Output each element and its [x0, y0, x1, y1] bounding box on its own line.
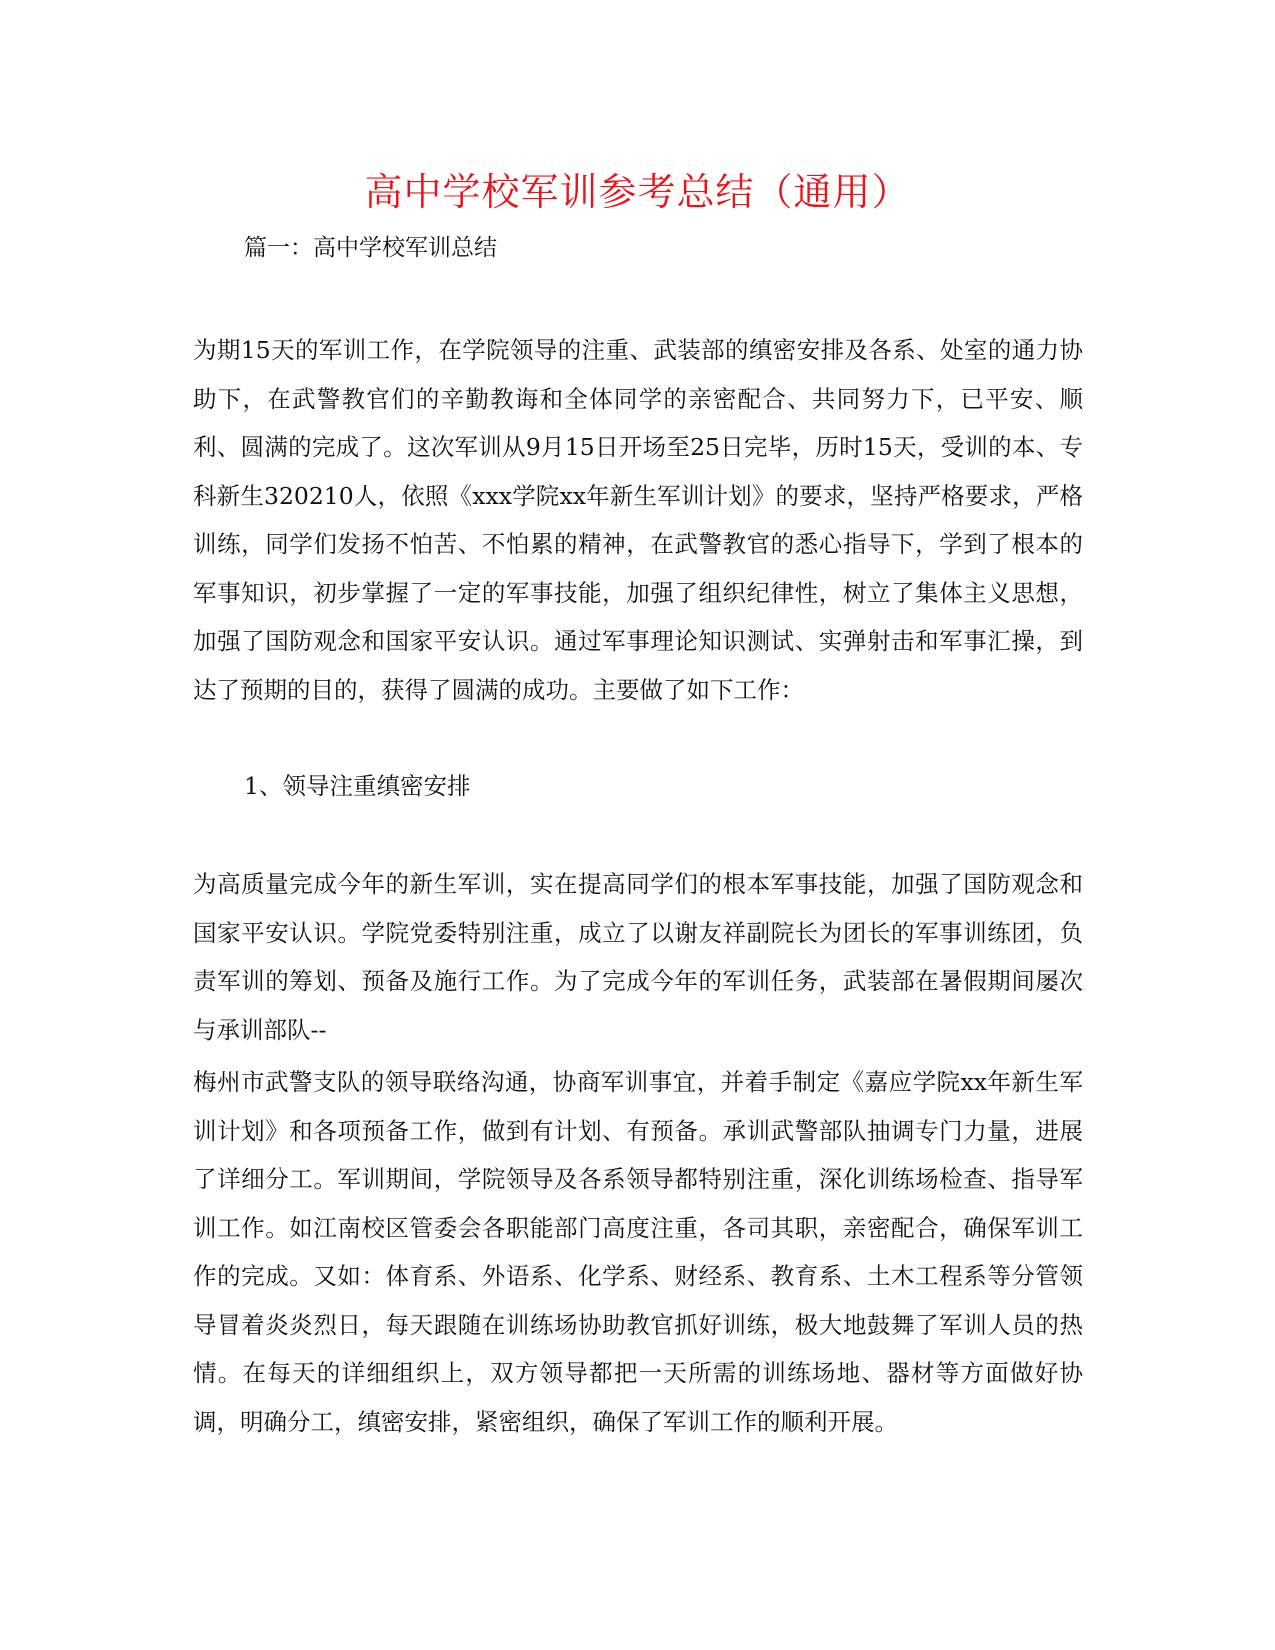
body-paragraph-1: 为期15天的军训工作，在学院领导的注重、武装部的缜密安排及各系、处室的通力协助下，在武警教官们的辛勤教诲和全体同学的亲密配合、共同努力下，已平安、顺利、圆满的完成了。这次军训从9月15日开场至25日完毕，历时15天，受训的本、专科新生320210人，依照《xxx学院xx年新生军训计划》的要求，坚持严格要求，严格训练，同学们发扬不怕苦、不怕累的精神，在武警教官的悉心指导下，学到了根本的军事知识，初步掌握了一定的军事技能，加强了组织纪律性，树立了集体主义思想，加强了国防观念和国家平安认识。通过军事理论知识测试、实弹射击和军事汇操，到达了预期的目的，获得了圆满的成功。主要做了如下工作：	[193, 336, 1083, 704]
body-paragraph-3: 梅州市武警支队的领导联络沟通，协商军训事宜，并着手制定《嘉应学院xx年新生军训计划》和各项预备工作，做到有计划、有预备。承训武警部队抽调专门力量，进展了详细分工。军训期间，学院领导及各系领导都特别注重，深化训练场检查、指导军训工作。如江南校区管委会各职能部门高度注重，各司其职，亲密配合，确保军训工作的完成。又如：体育系、外语系、化学系、财经系、教育系、土木工程系等分管领导冒着炎炎烈日，每天跟随在训练场协助教官抓好训练，极大地鼓舞了军训人员的热情。在每天的详细组织上，双方领导都把一天所需的训练场地、器材等方面做好协调，明确分工，缜密安排，紧密组织，确保了军训工作的顺利开展。	[193, 1068, 1083, 1436]
document-subtitle: 篇一：高中学校军训总结	[244, 235, 497, 261]
body-paragraph-2: 为高质量完成今年的新生军训，实在提高同学们的根本军事技能，加强了国防观念和国家平安认识。学院党委特别注重，成立了以谢友祥副院长为团长的军事训练团，负责军训的筹划、预备及施行工作。为了完成今年的军训任务，武装部在暑假期间屡次与承训部队--	[193, 870, 1083, 1044]
section-heading-1: 1、领导注重缜密安排	[244, 772, 471, 800]
document-title: 高中学校军训参考总结（通用）	[364, 170, 911, 214]
